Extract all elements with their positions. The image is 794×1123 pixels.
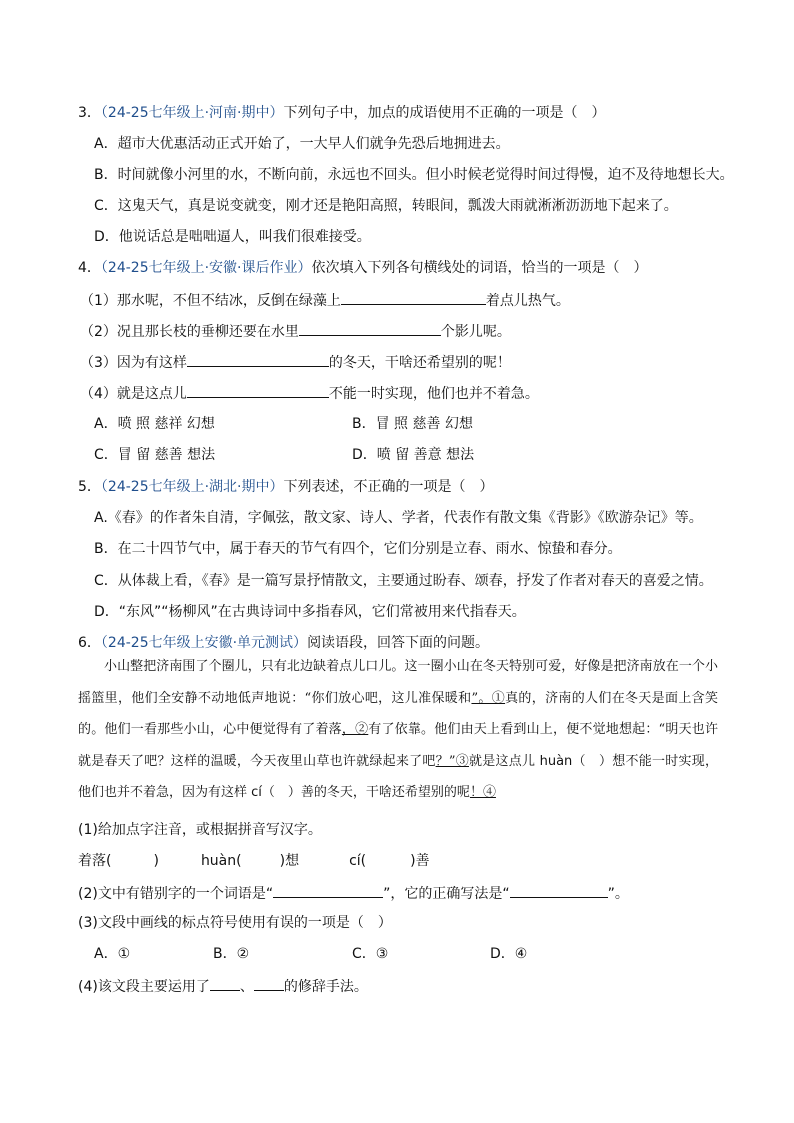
sub-question-1: (1)给加点字注音，或根据拼音写汉字。: [78, 822, 322, 838]
sub-question-text: 、: [239, 979, 254, 995]
fill-blank[interactable]: [299, 320, 441, 336]
passage-text: 就是这点儿: [468, 753, 536, 769]
reading-passage: [78, 651, 718, 809]
q5-option-b: B．在二十四节气中，属于春天的节气有四个，它们分别是立春、雨水、惊蛰和春分。: [94, 541, 622, 557]
answer-label: )想: [279, 853, 300, 869]
q4-option-a: A．喷 照 慈祥 幻想: [94, 416, 215, 432]
sub-question-2: [78, 882, 629, 904]
pinyin-text: huàn: [539, 753, 573, 769]
underlined-mark: ？”③: [435, 753, 469, 769]
underlined-mark: ”。①: [471, 690, 506, 706]
item-text: 不能一时实现，他们也并不着急。: [328, 386, 539, 402]
q5-option-d: D．“东风”“杨柳风”在古典诗词中多指春风，它们常被用来代指春天。: [94, 604, 526, 620]
passage-text: （ ）想不能一时实现，他们也并不着急，因为有这样: [78, 753, 718, 800]
q4-option-c: C．冒 留 慈善 想法: [94, 447, 216, 463]
item-text: 个影儿呢。: [440, 324, 511, 340]
sub-question-4: [78, 975, 368, 997]
q4-item-2: [80, 320, 511, 342]
stem-text: 阅读语段，回答下面的问题。: [307, 635, 490, 651]
question-number: 5．: [78, 479, 101, 495]
source-tag: （24-25七年级上·河南·期中）: [100, 105, 284, 121]
passage-paragraph: [78, 651, 718, 809]
fill-blank[interactable]: [510, 882, 608, 898]
q4-item-4: [80, 382, 539, 404]
q5-option-c: C．从体裁上看，《春》是一篇写景抒情散文，主要通过盼春、颂春，抒发了作者对春天的喜爱之情。: [94, 573, 713, 589]
question-4-stem: [78, 258, 648, 278]
sub-question-text: (4)该文段主要运用了: [78, 979, 210, 995]
source-tag: （24-25七年级上·湖北·期中）: [100, 479, 284, 495]
q3-option-a: A．超市大优惠活动正式开始了，一大早人们就争先恐后地拥进去。: [94, 136, 510, 152]
q4-item-1: [80, 289, 570, 311]
stem-text: 下列表述，不正确的一项是（ ）: [283, 479, 494, 495]
answer-label: ): [153, 853, 159, 869]
item-text: 的冬天，干啥还希望别的呢！: [328, 355, 511, 371]
question-6-stem: [78, 633, 489, 653]
q4-option-b: B．冒 照 慈善 幻想: [352, 416, 473, 432]
question-number: 6．: [78, 635, 101, 651]
fill-blank[interactable]: [341, 289, 486, 305]
q6-3-option-d: D．④: [490, 946, 528, 962]
q3-option-c: C．这鬼天气，真是说变就变，刚才还是艳阳高照，转眼间，瓢泼大雨就淅淅沥沥地下起来了。: [94, 198, 678, 214]
item-text: （4）就是这点儿: [80, 386, 187, 402]
question-number: 3．: [78, 105, 101, 121]
answer-label: )善: [410, 853, 430, 869]
underlined-mark: ！④: [469, 785, 496, 800]
pinyin-text: cí: [251, 785, 262, 800]
fill-blank[interactable]: [254, 975, 284, 991]
answer-label: cí(: [349, 853, 367, 869]
sub-question-text: ”，它的正确写法是“: [383, 886, 510, 902]
question-3-stem: [78, 103, 606, 123]
underlined-mark: ，②: [341, 722, 369, 737]
source-tag: （24-25七年级上安徽·单元测试）: [100, 635, 308, 651]
q4-option-d: D．喷 留 善意 想法: [352, 447, 475, 463]
q6-3-option-c: C．③: [352, 946, 389, 962]
item-text: （3）因为有这样: [80, 355, 187, 371]
item-text: 着点儿热气。: [485, 293, 570, 309]
pinyin-answer-row: [78, 851, 430, 871]
passage-text: 小山整把济南围了个圈儿，只有北边缺着点儿口儿。这一圈小山在冬天特别可爱，好像是把济南放在一个小摇篮里，他们全安静不动地低声地说：“你们放心吧，这儿准保暖和: [78, 659, 718, 706]
question-number: 4．: [78, 260, 101, 276]
question-5-stem: [78, 477, 494, 497]
sub-question-3: (3)文段中画线的标点符号使用有误的一项是（ ）: [78, 915, 392, 931]
fill-blank[interactable]: [187, 382, 329, 398]
q6-3-option-b: B．②: [213, 946, 250, 962]
passage-text: （ ）善的冬天，干啥还希望别的呢: [261, 785, 470, 800]
source-tag: （24-25七年级上·安徽·课后作业）: [100, 260, 312, 276]
q5-option-a: A.《春》的作者朱自清，字佩弦，散文家、诗人、学者，代表作有散文集《背影》《欧游杂记》等。: [94, 510, 703, 526]
passage-text: 真的，济南的人们在冬天是面上含笑的。他们一看那些小山，心中便觉得有了着落: [78, 690, 718, 737]
fill-blank[interactable]: [187, 351, 329, 367]
stem-text: 依次填入下列各句横线处的词语，恰当的一项是（ ）: [311, 260, 648, 276]
item-text: （2）况且那长枝的垂柳还要在水里: [80, 324, 299, 340]
q4-item-3: [80, 351, 511, 373]
fill-blank[interactable]: [273, 882, 383, 898]
answer-label: huàn(: [200, 853, 242, 869]
stem-text: 下列句子中，加点的成语使用不正确的一项是（ ）: [283, 105, 606, 121]
sub-question-text: ”。: [607, 886, 629, 902]
sub-question-text: 的修辞手法。: [283, 979, 368, 995]
sub-question-text: (2)文中有错别字的一个词语是“: [78, 886, 274, 902]
q3-option-d: D．他说话总是咄咄逼人，叫我们很难接受。: [94, 229, 371, 245]
item-text: （1）那水呢，不但不结冰，反倒在绿藻上: [80, 293, 341, 309]
answer-label: 着落(: [78, 853, 112, 869]
q6-3-option-a: A．①: [94, 946, 131, 962]
q3-option-b: B．时间就像小河里的水，不断向前，永远也不回头。但小时候老觉得时间过得慢，迫不及待地想长大。: [94, 167, 734, 183]
fill-blank[interactable]: [210, 975, 240, 991]
passage-text: 有了依靠。他们由天上看到山上，便不觉地想起：“明天也许就是春天了吧？这样的温暖，今天夜里山草也许就绿起来了吧: [78, 722, 718, 769]
